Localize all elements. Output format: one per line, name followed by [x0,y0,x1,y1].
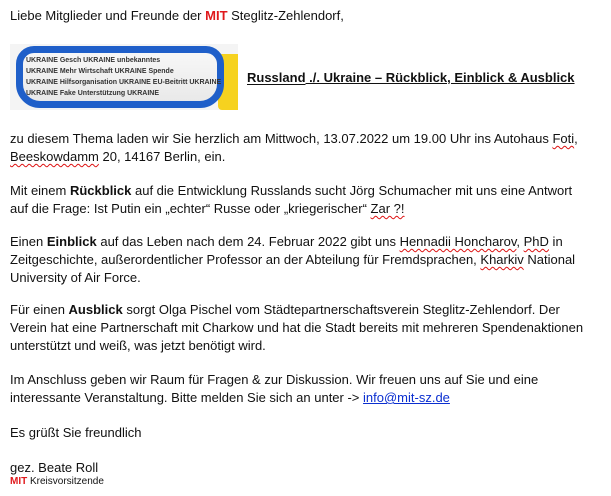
invite-line-1 [10,131,578,147]
greeting-line [10,8,344,24]
anschluss-text: interessante Veranstaltung. Bitte melden Sie sich an unter -> [10,390,364,405]
einblick-national: National [523,252,576,267]
rueckblick-text: Mit einem [10,183,70,198]
greeting-mit: MIT [205,8,228,23]
signature-role: Kreisvorsitzende [27,476,104,487]
einblick-bold: Einblick [46,234,97,249]
rueckblick-zar: Zar ?! [370,201,405,216]
einblick-phd: PhD [523,234,549,249]
banner-text-line: UKRAINE Hilfsorganisation UKRAINE EU-Beitritt UKRAINE [26,79,222,86]
title-russland: Russland [247,70,306,85]
signature-name: gez. Beate Roll [10,460,99,475]
anschluss-line-1: Im Anschluss geben wir Raum für Fragen & zur Diskussion. Wir freuen uns auf Sie und eine [10,372,539,387]
event-title [247,70,575,85]
ausblick-text: Für einen [10,302,69,317]
banner-text-line: UKRAINE Gesch UKRAINE unbekanntes [26,57,161,64]
einblick-text: Einen [10,234,47,249]
invite-foti: Foti [552,131,575,146]
banner-text-line: UKRAINE Fake Unterstützung UKRAINE [26,90,160,97]
einblick-kharkiv: Kharkiv [480,252,524,267]
banner-text-line: UKRAINE Mehr Wirtschaft UKRAINE Spende [26,68,174,75]
greeting-text-end: Steglitz-Zehlendorf, [227,8,344,23]
closing-line: Es grüßt Sie freundlich [10,425,142,440]
einblick-title: Zeitgeschichte, außerordentlicher Professor an der Abteilung für Fremdsprachen, [10,252,481,267]
signature-mit: MIT [10,476,28,487]
title-rest: ./. Ukraine – Rückblick, Einblick & Ausblick [305,70,575,85]
rueckblick-text-2: auf die Entwicklung Russlands sucht Jörg Schumacher mit uns eine Antwort [131,183,573,198]
einblick-in: in [548,234,563,249]
rueckblick-line-2 [10,201,405,217]
einblick-text-2: auf das Leben nach dem 24. Februar 2022 gibt uns [96,234,400,249]
einblick-line-2 [10,252,575,268]
ausblick-line-1 [10,302,560,318]
einblick-comma: , [516,234,524,249]
anschluss-line-2 [10,390,450,406]
rueckblick-bold: Rückblick [69,183,132,198]
ausblick-line-2: Verein hat eine Partnerschaft mit Charkow und hat die Stadt bereits mit mehreren Spendenaktionen [10,320,584,335]
greeting-text: Liebe Mitglieder und Freunde der [10,8,206,23]
invite-address: 20, 14167 Berlin, ein. [98,149,226,164]
ausblick-line-3: unterstützt und weiß, was jetzt benötigt wird. [10,338,266,353]
ausblick-text-2: sorgt Olga Pischel vom Städtepartnerschaftsverein Steglitz-Zehlendorf. Der [122,302,560,317]
ausblick-bold: Ausblick [68,302,123,317]
rueckblick-question: auf die Frage: Ist Putin ein „echter“ Russe oder „kriegerischer“ [10,201,371,216]
email-link[interactable]: info@mit-sz.de [363,390,450,405]
invite-street: Beeskowdamm [10,149,99,164]
einblick-speaker-name: Hennadii Honcharov [399,234,517,249]
invite-line-2 [10,149,225,165]
einblick-line-3: University of Air Force. [10,270,141,285]
signature-role-line [10,475,104,488]
invite-text: zu diesem Thema laden wir Sie herzlich am Mittwoch, 13.07.2022 um 19.00 Uhr ins Autohaus [10,131,553,146]
einblick-line-1 [10,234,563,250]
rueckblick-line-1 [10,183,572,199]
invite-comma: , [574,131,578,146]
ukraine-glasses-banner [10,44,238,110]
